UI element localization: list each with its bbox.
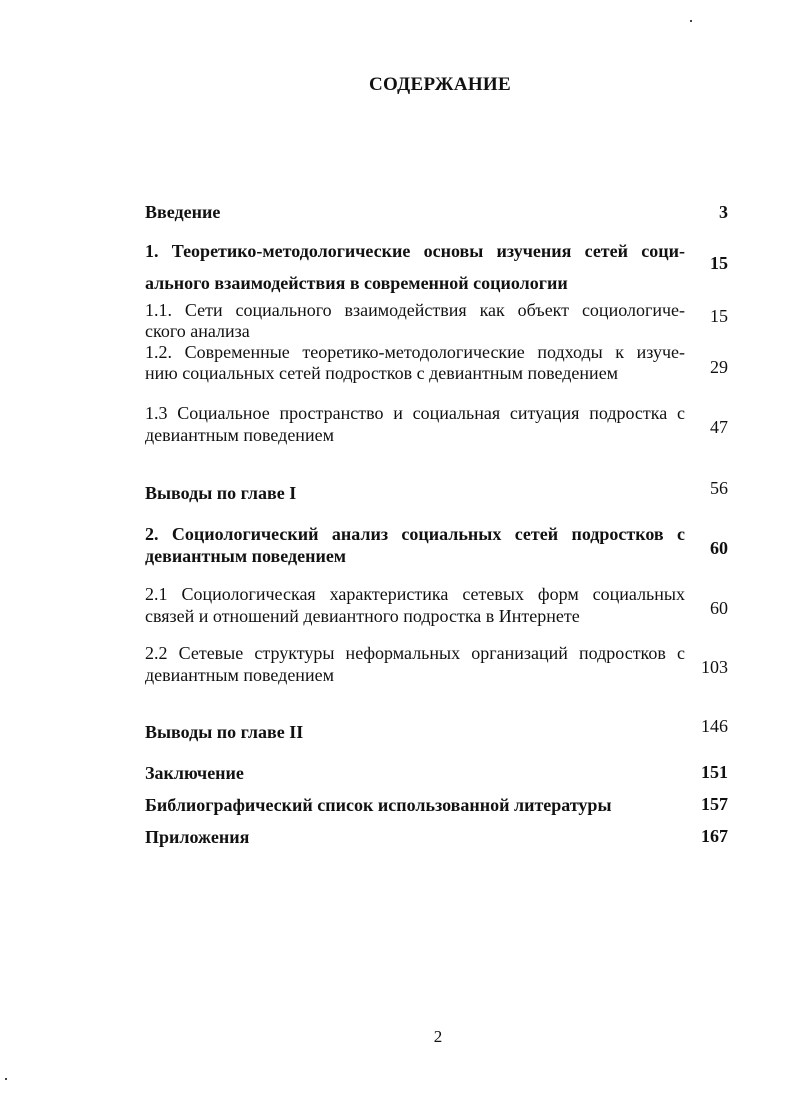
toc-page-number: 47 [710,417,728,437]
toc-entry-label: Выводы по главе II [145,722,304,742]
toc-entry-section-1-2[interactable] [145,342,685,384]
toc-page-number: 29 [710,357,728,377]
toc-entry-label-line1: 2. Социологический анализ социальных сетей подростков с [145,524,685,544]
toc-entry-label-line2: девиантным поведением [145,546,347,566]
toc-entry-label: Библиографический список использованной литературы [145,795,612,815]
toc-entry-bibliography[interactable] [145,795,685,816]
toc-page-number: 60 [710,538,728,558]
toc-entry-label-line2: девиантным поведением [145,425,334,445]
toc-entry-section-1-1[interactable] [145,300,685,342]
toc-entry-section-2-2[interactable] [145,642,685,686]
toc-entry-label-line2: ского анализа [145,321,250,341]
toc-entry-label-line1: 1.3 Социальное пространство и социальная ситуация подростка с [145,403,685,423]
toc-page-number: 60 [710,598,728,618]
toc-entry-section-2-1[interactable] [145,583,685,627]
toc-entry-chapter-2[interactable] [145,523,685,567]
scan-speck [5,1078,7,1080]
toc-entry-label: Введение [145,202,221,222]
toc-entry-label: Выводы по главе I [145,483,297,503]
toc-entry-section-1-3[interactable] [145,402,685,446]
toc-page-number: 56 [710,478,728,498]
toc-entry-label: Заключение [145,763,244,783]
toc-page-number: 151 [701,762,728,782]
toc-page-number: 146 [701,716,728,736]
page-number: 2 [433,1027,443,1046]
toc-page-number: 3 [719,202,728,222]
toc-entry-label-line1: 2.2 Сетевые структуры неформальных организаций подростков с [145,643,685,663]
toc-entry-introduction[interactable] [145,202,685,223]
toc-page-number: 157 [701,794,728,814]
toc-entry-label-line2: нию социальных сетей подростков с девиантным поведением [145,363,619,383]
toc-page-number: 103 [701,657,728,677]
toc-entry-label-line2: ального взаимодействия в современной социологии [145,273,568,293]
page-title: СОДЕРЖАНИЕ [369,74,511,95]
scan-speck [690,20,692,22]
toc-entry-label-line2: девиантным поведением [145,665,334,685]
toc-entry-label-line1: 1.2. Современные теоретико-методологические подходы к изуче- [145,342,685,362]
toc-page-number: 15 [710,253,728,273]
toc-entry-conclusions-chapter-2[interactable] [145,722,685,743]
toc-entry-conclusions-chapter-1[interactable] [145,483,685,504]
toc-entry-appendices[interactable] [145,827,685,848]
toc-page-number: 167 [701,826,728,846]
toc-entry-label: Приложения [145,827,250,847]
toc-entry-label-line2: связей и отношений девиантного подростка в Интернете [145,606,580,626]
toc-entry-label-line1: 2.1 Социологическая характеристика сетевых форм социальных [145,584,685,604]
toc-entry-label-line1: 1. Теоретико-методологические основы изучения сетей соци- [145,241,685,261]
toc-page-number: 15 [710,306,728,326]
toc-entry-conclusion[interactable] [145,763,685,784]
toc-entry-chapter-1[interactable] [145,235,685,299]
toc-entry-label-line1: 1.1. Сети социального взаимодействия как объект социологиче- [145,300,685,320]
